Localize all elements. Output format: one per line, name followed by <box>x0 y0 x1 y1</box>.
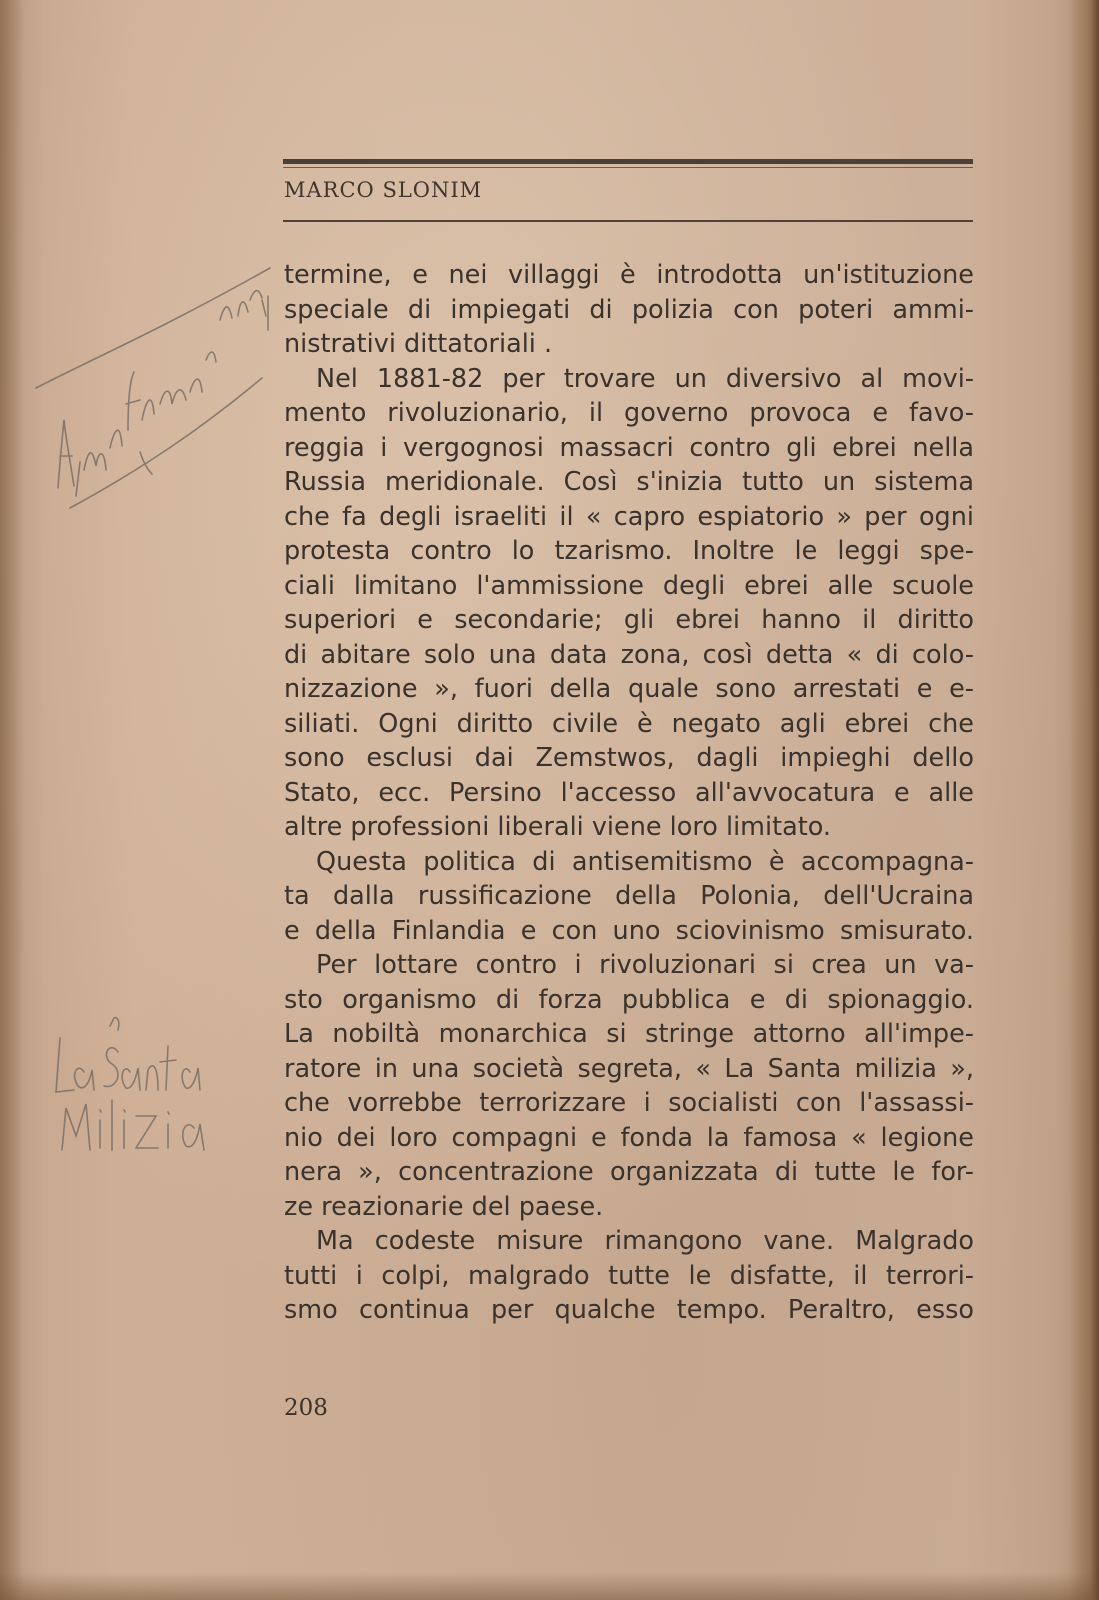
body-line: mento rivoluzionario, il governo provoca e favo- <box>284 398 974 428</box>
body-line: e della Finlandia e con uno sciovinismo smisurato. <box>284 915 974 946</box>
body-line: ta dalla russificazione della Polonia, dell'Ucraina <box>284 881 974 911</box>
body-line: superiori e secondarie; gli ebrei hanno il diritto <box>284 605 974 635</box>
pencil-scrawl-antisemitismo <box>58 420 74 488</box>
body-text <box>284 258 974 1328</box>
body-line: Ma codeste misure rimangono vane. Malgrado <box>316 1226 974 1256</box>
page-left-edge-shadow <box>0 0 24 1600</box>
body-line: siliati. Ogni diritto civile è negato agli ebrei che <box>284 708 974 739</box>
body-line: Russia meridionale. Così s'inizia tutto un sistema <box>284 467 974 497</box>
body-line: di abitare solo una data zona, così detta « di colo- <box>284 639 974 670</box>
header-rule-top-thin <box>283 167 973 168</box>
body-line: speciale di impiegati di polizia con poteri ammi- <box>284 294 974 325</box>
body-line: nizzazione », fuori della quale sono arrestati e e- <box>284 674 974 704</box>
body-line: che vorrebbe terrorizzare i socialisti con l'assassi- <box>284 1088 974 1118</box>
header-rule-bottom <box>283 220 973 222</box>
body-line: ciali limitano l'ammissione degli ebrei alle scuole <box>284 570 974 601</box>
pencil-bracket-line-upper <box>36 268 270 388</box>
body-line: tutti i colpi, malgrado tutte le disfatte, il terrori- <box>284 1260 974 1291</box>
body-line: Stato, ecc. Persino l'accesso all'avvocatura e alle <box>284 777 974 808</box>
page-right-edge-shadow <box>1069 0 1099 1600</box>
pencil-bracket-line-lower <box>70 378 262 508</box>
body-line: smo continua per qualche tempo. Peraltro, esso <box>284 1295 974 1325</box>
body-line: termine, e nei villaggi è introdotta un'istituzione <box>284 260 974 290</box>
body-line: altre professioni liberali viene loro limitato. <box>284 812 831 842</box>
body-line: reggia i vergognosi massacri contro gli ebrei nella <box>284 432 974 463</box>
page-number: 208 <box>284 1395 328 1421</box>
body-line: protesta contro lo tzarismo. Inoltre le leggi spe- <box>284 536 974 566</box>
body-line: nio dei loro compagni e fonda la famosa « legione <box>284 1122 974 1153</box>
body-line: nistrativi dittatoriali . <box>284 329 553 359</box>
pencil-scrawl-la-santa-milizia <box>56 1018 204 1150</box>
body-line: ratore in una società segreta, « La Santa milizia », <box>284 1053 974 1084</box>
body-line: Nel 1881-82 per trovare un diversivo al movi- <box>316 363 974 394</box>
body-line: Questa politica di antisemitismo è accompagna- <box>316 846 974 877</box>
page-bottom-edge-shadow <box>0 1572 1099 1600</box>
body-line: che fa degli israeliti il « capro espiatorio » per ogni <box>284 501 974 532</box>
body-line: La nobiltà monarchica si stringe attorno all'impe- <box>284 1019 974 1049</box>
header-rule-top <box>283 159 973 164</box>
body-line: sto organismo di forza pubblica e di spionaggio. <box>284 984 974 1015</box>
body-line: nera », concentrazione organizzata di tutte le for- <box>284 1157 974 1187</box>
running-head: MARCO SLONIM <box>284 178 483 202</box>
body-line: ze reazionarie del paese. <box>284 1191 604 1222</box>
body-line: Per lottare contro i rivoluzionari si crea un va- <box>316 950 974 980</box>
body-line: sono esclusi dai Zemstwos, dagli impieghi dello <box>284 743 974 773</box>
